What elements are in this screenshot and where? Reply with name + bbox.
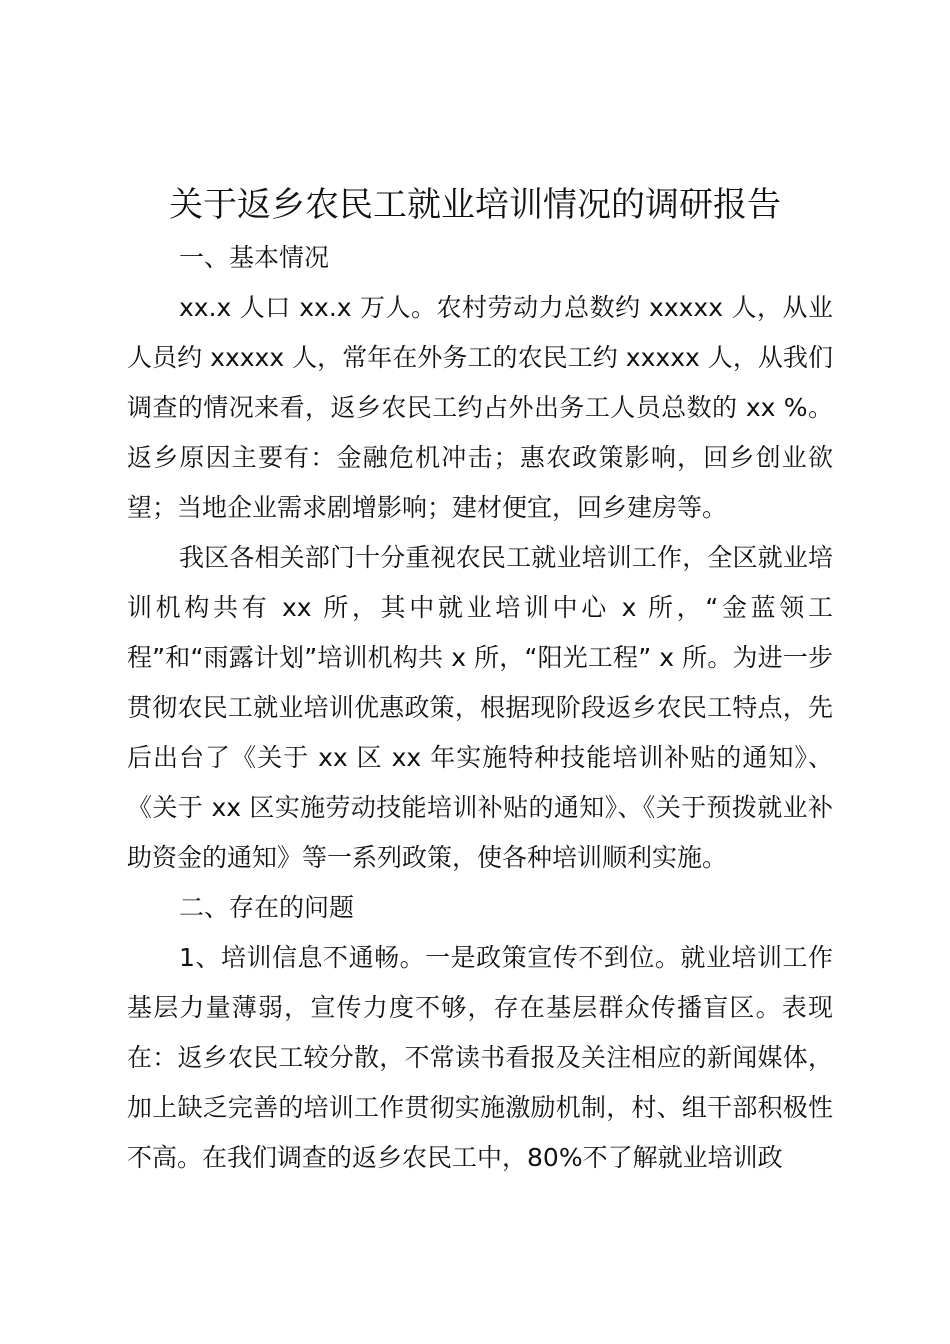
section-heading-problems: 二、存在的问题: [179, 893, 355, 922]
paragraph-training-information: 1、培训信息不通畅。一是政策宣传不到位。就业培训工作基层力量薄弱，宣传力度不够，存在基层群众传播盲区。表现在：返乡农民工较分散，不常读书看报及关注相应的新闻媒体，加上缺乏完善的培训工作贯彻实施激励机制，村、组干部积极性不高。在我们调查的返乡农民工中，80%不了解就业培训政: [127, 943, 833, 1172]
document-title: 关于返乡农民工就业培训情况的调研报告: [169, 185, 781, 225]
paragraph-training-institutions: 我区各相关部门十分重视农民工就业培训工作，全区就业培训机构共有 xx 所，其中就业培训中心 x 所，“金蓝领工程”和“雨露计划”培训机构共 x 所，“阳光工程” x 所。为进一步贯彻农民工就业培训优惠政策，根据现阶段返乡农民工特点，先后出台了《关于 xx 区 xx 年实施特种技能培训补贴的通知》、《关于 xx 区实施劳动技能培训补贴的通知》、《关于预拨就业补助资金的通知》等一系列政策，使各种培训顺利实施。: [127, 543, 833, 872]
section-heading-basic-situation: 一、基本情况: [179, 243, 330, 272]
paragraph-population-overview: xx.x 人口 xx.x 万人。农村劳动力总数约 xxxxx 人，从业人员约 xxxxx 人，常年在外务工的农民工约 xxxxx 人，从我们调查的情况来看，返乡农民工约占外出务工人员总数的 xx %。返乡原因主要有：金融危机冲击；惠农政策影响，回乡创业欲望；当地企业需求剧增影响；建材便宜，回乡建房等。: [127, 293, 833, 522]
document-body: [127, 233, 833, 1183]
